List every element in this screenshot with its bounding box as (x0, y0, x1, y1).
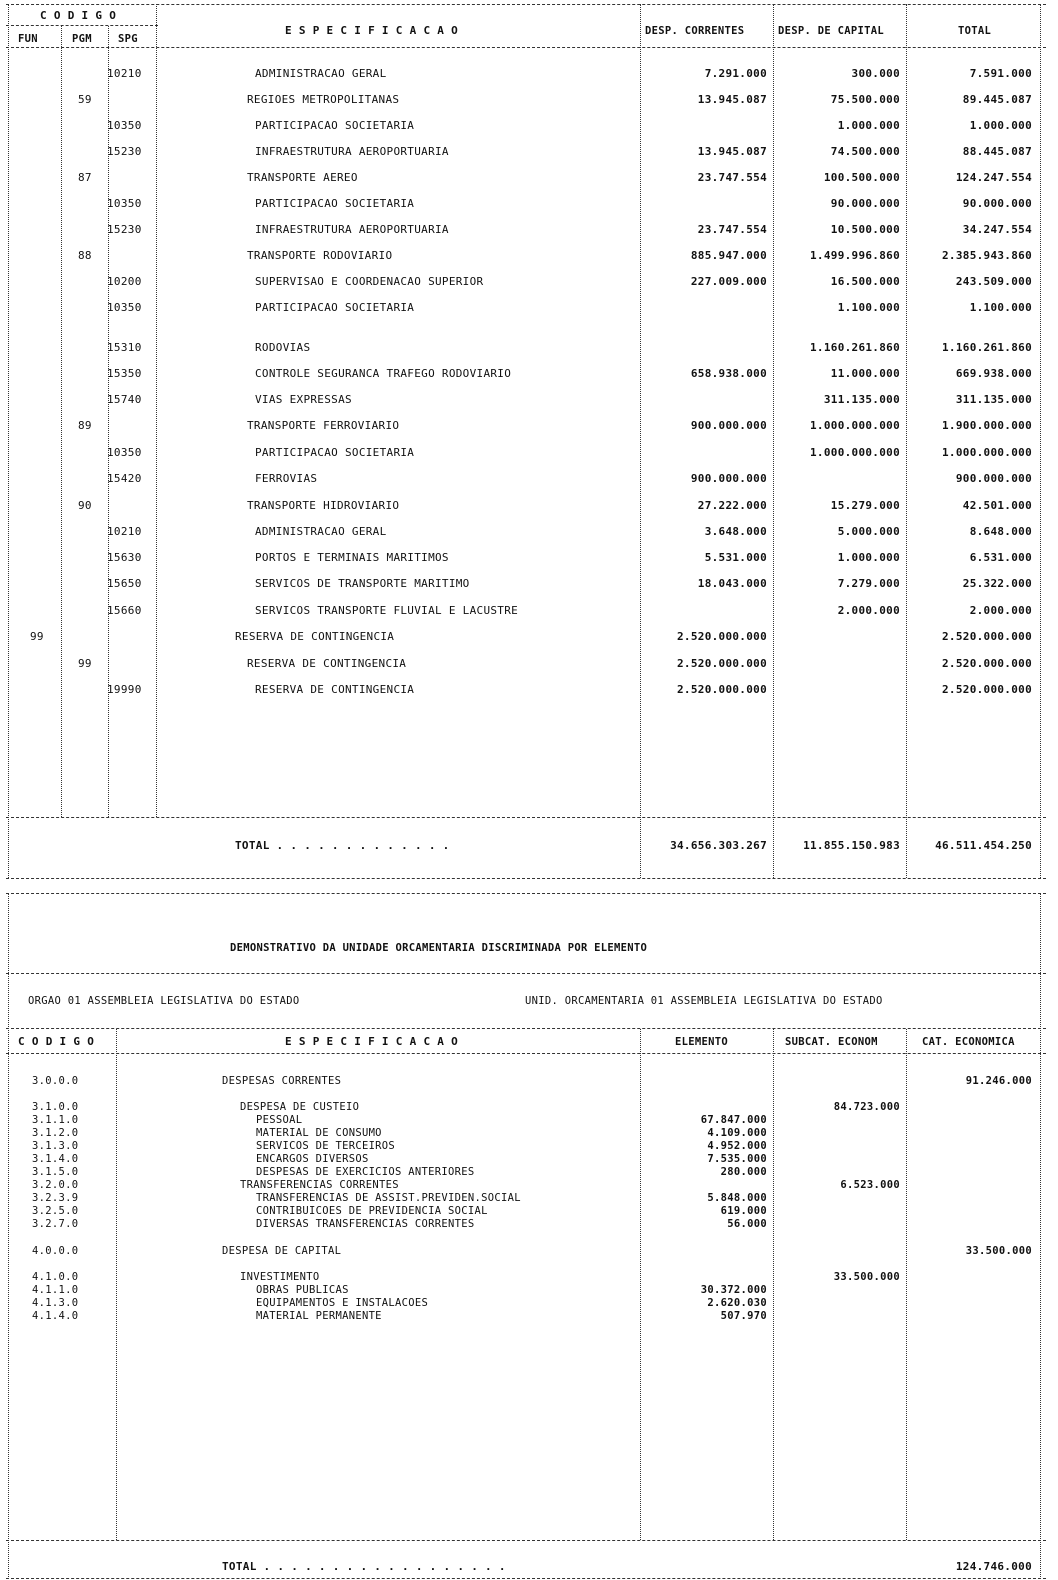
capital-cell: 90.000.000 (830, 197, 900, 210)
bottom-total-cat: 124.746.000 (955, 1560, 1032, 1573)
total-cell: 1.900.000.000 (942, 419, 1032, 432)
spg-cell: 10200 (107, 275, 142, 288)
desc-cell: SERVICOS DE TRANSPORTE MARITIMO (255, 577, 470, 590)
bottom-rule-elem (773, 1029, 774, 1540)
capital-cell: 1.000.000.000 (810, 446, 900, 459)
spg-cell: 15650 (107, 577, 142, 590)
header-rule (6, 47, 1046, 48)
total-cell: 88.445.087 (962, 145, 1032, 158)
capital-cell: 74.500.000 (830, 145, 900, 158)
subcat-cell: 6.523.000 (840, 1179, 900, 1191)
capital-cell: 1.100.000 (837, 301, 900, 314)
codigo-cell: 3.2.3.9 (32, 1192, 79, 1204)
bottom-rule-left (8, 893, 9, 1579)
total-cell: 6.531.000 (969, 551, 1032, 564)
codigo-cell: 4.0.0.0 (32, 1245, 79, 1257)
total-cell: 2.520.000.000 (942, 683, 1032, 696)
total-cell: 25.322.000 (962, 577, 1032, 590)
desc-cell: PESSOAL (256, 1114, 303, 1126)
total-header: TOTAL (958, 25, 992, 37)
desc-cell: TRANSPORTE AEREO (247, 171, 358, 184)
codigo-cell: 3.2.7.0 (32, 1218, 79, 1230)
desp-capital-header: DESP. DE CAPITAL (778, 25, 884, 37)
total-cell: 1.000.000 (969, 119, 1032, 132)
codigo-cell: 3.2.0.0 (32, 1179, 79, 1191)
top-total-total: 46.511.454.250 (935, 839, 1032, 852)
especificacao-header: E S P E C I F I C A C A O (285, 24, 459, 37)
bottom-rule-desc (640, 1029, 641, 1540)
desc-cell: SERVICOS DE TERCEIROS (256, 1140, 396, 1152)
desc-cell: VIAS EXPRESSAS (255, 393, 352, 406)
top-rule-fun (61, 26, 62, 817)
correntes-cell: 13.945.087 (697, 145, 767, 158)
capital-cell: 5.000.000 (837, 525, 900, 538)
orgao-rule (6, 1028, 1046, 1029)
bottom-bottom-border (6, 1578, 1046, 1579)
correntes-cell: 658.938.000 (690, 367, 767, 380)
desc-cell: PARTICIPACAO SOCIETARIA (255, 446, 415, 459)
correntes-cell: 900.000.000 (690, 472, 767, 485)
top-bottom-border (6, 878, 1046, 879)
desc-cell: TRANSPORTE FERROVIARIO (247, 419, 400, 432)
top-rule-spg (156, 4, 157, 817)
elemento-cell: 280.000 (720, 1166, 767, 1178)
bottom-codigo-header: C O D I G O (18, 1035, 95, 1048)
desc-cell: DIVERSAS TRANSFERENCIAS CORRENTES (256, 1218, 475, 1230)
desc-cell: CONTROLE SEGURANCA TRAFEGO RODOVIARIO (255, 367, 512, 380)
desc-cell: REGIOES METROPOLITANAS (247, 93, 400, 106)
top-rule-corr (773, 4, 774, 878)
desc-cell: INFRAESTRUTURA AEROPORTUARIA (255, 223, 449, 236)
correntes-cell: 18.043.000 (697, 577, 767, 590)
cat-cell: 33.500.000 (965, 1245, 1032, 1257)
desc-cell: PARTICIPACAO SOCIETARIA (255, 197, 415, 210)
fun-cell: 99 (30, 630, 44, 643)
desc-cell: CONTRIBUICOES DE PREVIDENCIA SOCIAL (256, 1205, 488, 1217)
codigo-cell: 4.1.4.0 (32, 1310, 79, 1322)
desc-cell: DESPESAS CORRENTES (222, 1075, 342, 1087)
desc-cell: EQUIPAMENTOS E INSTALACOES (256, 1297, 429, 1309)
desc-cell: PORTOS E TERMINAIS MARITIMOS (255, 551, 449, 564)
spg-header: SPG (118, 33, 138, 45)
top-total-label: TOTAL . . . . . . . . . . . . . (235, 839, 450, 852)
unidade-label: UNID. ORCAMENTARIA 01 ASSEMBLEIA LEGISLATIVA DO ESTADO (525, 995, 883, 1007)
total-cell: 2.520.000.000 (942, 657, 1032, 670)
bottom-top-border (6, 893, 1046, 894)
desc-cell: INFRAESTRUTURA AEROPORTUARIA (255, 145, 449, 158)
bottom-especificacao-header: E S P E C I F I C A C A O (285, 1035, 459, 1048)
elemento-cell: 619.000 (720, 1205, 767, 1217)
desc-cell: DESPESAS DE EXERCICIOS ANTERIORES (256, 1166, 475, 1178)
capital-cell: 100.500.000 (823, 171, 900, 184)
desc-cell: MATERIAL PERMANENTE (256, 1310, 382, 1322)
capital-cell: 10.500.000 (830, 223, 900, 236)
bottom-rule-codigo (116, 1029, 117, 1540)
cat-cell: 91.246.000 (965, 1075, 1032, 1087)
elemento-cell: 507.970 (720, 1310, 767, 1322)
capital-cell: 7.279.000 (837, 577, 900, 590)
codigo-cell: 3.1.4.0 (32, 1153, 79, 1165)
desc-cell: INVESTIMENTO (240, 1271, 320, 1283)
bottom-title: DEMONSTRATIVO DA UNIDADE ORCAMENTARIA DISCRIMINADA POR ELEMENTO (230, 942, 648, 954)
codigo-cell: 3.1.1.0 (32, 1114, 79, 1126)
capital-cell: 16.500.000 (830, 275, 900, 288)
spg-cell: 15420 (107, 472, 142, 485)
codigo-cell: 3.0.0.0 (32, 1075, 79, 1087)
correntes-cell: 27.222.000 (697, 499, 767, 512)
codigo-cell: 4.1.0.0 (32, 1271, 79, 1283)
capital-cell: 11.000.000 (830, 367, 900, 380)
desc-cell: SERVICOS TRANSPORTE FLUVIAL E LACUSTRE (255, 604, 519, 617)
cat-header: CAT. ECONOMICA (922, 1036, 1015, 1048)
desp-correntes-header: DESP. CORRENTES (645, 25, 745, 37)
correntes-cell: 2.520.000.000 (677, 657, 767, 670)
total-cell: 7.591.000 (969, 67, 1032, 80)
desc-cell: ADMINISTRACAO GERAL (255, 67, 387, 80)
pgm-cell: 90 (78, 499, 92, 512)
elemento-cell: 7.535.000 (707, 1153, 767, 1165)
fun-header: FUN (18, 33, 38, 45)
correntes-cell: 885.947.000 (690, 249, 767, 262)
elemento-cell: 56.000 (727, 1218, 767, 1230)
desc-cell: MATERIAL DE CONSUMO (256, 1127, 382, 1139)
desc-cell: ENCARGOS DIVERSOS (256, 1153, 369, 1165)
capital-cell: 15.279.000 (830, 499, 900, 512)
total-cell: 669.938.000 (955, 367, 1032, 380)
spg-cell: 10350 (107, 446, 142, 459)
codigo-header: C O D I G O (40, 9, 117, 22)
pgm-cell: 59 (78, 93, 92, 106)
spg-cell: 15660 (107, 604, 142, 617)
capital-cell: 1.000.000.000 (810, 419, 900, 432)
desc-cell: RESERVA DE CONTINGENCIA (235, 630, 395, 643)
total-cell: 311.135.000 (955, 393, 1032, 406)
spg-cell: 15630 (107, 551, 142, 564)
total-cell: 8.648.000 (969, 525, 1032, 538)
desc-cell: FERROVIAS (255, 472, 318, 485)
capital-cell: 75.500.000 (830, 93, 900, 106)
elemento-cell: 4.109.000 (707, 1127, 767, 1139)
spg-cell: 10350 (107, 301, 142, 314)
desc-cell: PARTICIPACAO SOCIETARIA (255, 301, 415, 314)
codigo-cell: 3.1.3.0 (32, 1140, 79, 1152)
bottom-rows-end-rule (6, 1540, 1046, 1541)
total-cell: 34.247.554 (962, 223, 1032, 236)
capital-cell: 311.135.000 (823, 393, 900, 406)
capital-cell: 1.000.000 (837, 119, 900, 132)
desc-cell: DESPESA DE CUSTEIO (240, 1101, 360, 1113)
pgm-header: PGM (72, 33, 92, 45)
total-cell: 2.000.000 (969, 604, 1032, 617)
elemento-header: ELEMENTO (675, 1036, 728, 1048)
capital-cell: 300.000 (851, 67, 900, 80)
spg-cell: 15230 (107, 223, 142, 236)
desc-cell: DESPESA DE CAPITAL (222, 1245, 342, 1257)
desc-cell: TRANSFERENCIAS CORRENTES (240, 1179, 399, 1191)
capital-cell: 1.160.261.860 (810, 341, 900, 354)
elemento-cell: 5.848.000 (707, 1192, 767, 1204)
correntes-cell: 2.520.000.000 (677, 683, 767, 696)
correntes-cell: 2.520.000.000 (677, 630, 767, 643)
spg-cell: 10210 (107, 67, 142, 80)
desc-cell: RESERVA DE CONTINGENCIA (255, 683, 415, 696)
bottom-rule-right (1040, 893, 1041, 1579)
correntes-cell: 5.531.000 (704, 551, 767, 564)
desc-cell: TRANSFERENCIAS DE ASSIST.PREVIDEN.SOCIAL (256, 1192, 521, 1204)
codigo-cell: 3.2.5.0 (32, 1205, 79, 1217)
correntes-cell: 23.747.554 (697, 171, 767, 184)
correntes-cell: 900.000.000 (690, 419, 767, 432)
desc-cell: OBRAS PUBLICAS (256, 1284, 349, 1296)
total-cell: 42.501.000 (962, 499, 1032, 512)
bottom-total-label: TOTAL . . . . . . . . . . . . . . . . . . (222, 1560, 506, 1573)
bottom-rule-subcat (906, 1029, 907, 1540)
spg-cell: 10210 (107, 525, 142, 538)
desc-cell: ADMINISTRACAO GERAL (255, 525, 387, 538)
capital-cell: 1.499.996.860 (810, 249, 900, 262)
total-cell: 90.000.000 (962, 197, 1032, 210)
rows-end-rule (6, 817, 1046, 818)
pgm-cell: 89 (78, 419, 92, 432)
desc-cell: PARTICIPACAO SOCIETARIA (255, 119, 415, 132)
correntes-cell: 23.747.554 (697, 223, 767, 236)
desc-cell: SUPERVISAO E COORDENACAO SUPERIOR (255, 275, 484, 288)
desc-cell: TRANSPORTE HIDROVIARIO (247, 499, 400, 512)
subcat-cell: 84.723.000 (833, 1101, 900, 1113)
total-cell: 1.160.261.860 (942, 341, 1032, 354)
spg-cell: 10350 (107, 119, 142, 132)
elemento-cell: 2.620.030 (707, 1297, 767, 1309)
top-rule-right (1040, 4, 1041, 878)
spg-cell: 19990 (107, 683, 142, 696)
codigo-cell: 4.1.3.0 (32, 1297, 79, 1309)
top-rule-cap (906, 4, 907, 878)
subcat-header: SUBCAT. ECONOM (785, 1036, 878, 1048)
desc-cell: RODOVIAS (255, 341, 311, 354)
total-cell: 2.520.000.000 (942, 630, 1032, 643)
pgm-cell: 99 (78, 657, 92, 670)
correntes-cell: 13.945.087 (697, 93, 767, 106)
total-cell: 2.385.943.860 (942, 249, 1032, 262)
desc-cell: RESERVA DE CONTINGENCIA (247, 657, 407, 670)
codigo-cell: 3.1.5.0 (32, 1166, 79, 1178)
top-total-capital: 11.855.150.983 (803, 839, 900, 852)
total-cell: 89.445.087 (962, 93, 1032, 106)
codigo-cell: 3.1.2.0 (32, 1127, 79, 1139)
orgao-label: ORGAO 01 ASSEMBLEIA LEGISLATIVA DO ESTADO (28, 995, 300, 1007)
title-rule (6, 973, 1046, 974)
capital-cell: 2.000.000 (837, 604, 900, 617)
total-cell: 124.247.554 (955, 171, 1032, 184)
pgm-cell: 88 (78, 249, 92, 262)
spg-cell: 15350 (107, 367, 142, 380)
subcat-cell: 33.500.000 (833, 1271, 900, 1283)
pgm-cell: 87 (78, 171, 92, 184)
bottom-header-rule (6, 1053, 1046, 1054)
capital-cell: 1.000.000 (837, 551, 900, 564)
correntes-cell: 3.648.000 (704, 525, 767, 538)
elemento-cell: 30.372.000 (700, 1284, 767, 1296)
codigo-cell: 3.1.0.0 (32, 1101, 79, 1113)
desc-cell: TRANSPORTE RODOVIARIO (247, 249, 393, 262)
codigo-underline (6, 25, 158, 26)
elemento-cell: 67.847.000 (700, 1114, 767, 1126)
total-cell: 243.509.000 (955, 275, 1032, 288)
top-rule-left (8, 4, 9, 878)
codigo-cell: 4.1.1.0 (32, 1284, 79, 1296)
total-cell: 1.100.000 (969, 301, 1032, 314)
elemento-cell: 4.952.000 (707, 1140, 767, 1152)
spg-cell: 10350 (107, 197, 142, 210)
top-border (6, 4, 1046, 5)
spg-cell: 15310 (107, 341, 142, 354)
correntes-cell: 7.291.000 (704, 67, 767, 80)
total-cell: 900.000.000 (955, 472, 1032, 485)
total-cell: 1.000.000.000 (942, 446, 1032, 459)
correntes-cell: 227.009.000 (690, 275, 767, 288)
spg-cell: 15230 (107, 145, 142, 158)
top-total-correntes: 34.656.303.267 (670, 839, 767, 852)
spg-cell: 15740 (107, 393, 142, 406)
top-rule-desc (640, 4, 641, 878)
